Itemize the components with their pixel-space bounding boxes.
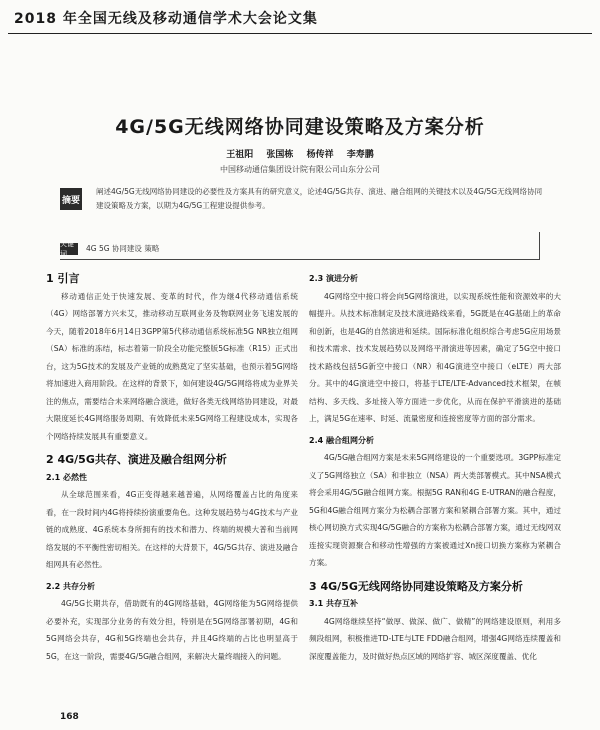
right-column: [309, 270, 561, 665]
section-1-heading: 1 引言: [46, 272, 80, 285]
keywords-text: 4G 5G 协同建设 策略: [86, 244, 160, 253]
section-2-3-paragraph: 4G网络空中接口将会向5G网络演进，以实现系统性能和资源效率的大幅提升。从技术标准制定及技术演进路线来看，5G既是在4G基础上的革命和创新，也是4G的自然演进和延续。国际标准化组织综合考虑5G应用场景和技术需求、技术发展趋势以及网络平滑演进等因素，确定了5G空中接口技术路线包括5G新空中接口（NR）和4G演进空中接口（eLTE）两大部分。其中的4G演进空中接口，将基于LTE/LTE-Advanced技术框架，在帧结构、多天线、多址接入等方面进一步优化，从而在保护平滑演进的基础上，满足5G在速率、时延、流量密度和连接密度等方面的部分需求。: [309, 291, 561, 423]
section-2-4-heading: 2.4 融合组网分析: [309, 435, 374, 445]
section-2-4-paragraph: 4G/5G融合组网方案是未来5G网络建设的一个重要选项。3GPP标准定义了5G网络独立（SA）和非独立（NSA）两大类部署模式。其中NSA模式将会采用4G/5G融合组网方案。根据5G RAN和4G E-UTRAN的融合程度，5G和4G融合组网方案分为松耦合部署方案和紧耦合部署方案。其中，通过核心网切换方式实现4G/5G融合的方案称为松耦合部署方案，通过无线网双连接实现资源聚合和移动性增强的方案被通过Xn接口切换方案称为紧耦合方案。: [309, 453, 561, 567]
paper-title: 4G/5G无线网络协同建设策略及方案分析: [115, 116, 485, 138]
running-header: 2018 年全国无线及移动通信学术大会论文集: [14, 11, 318, 27]
left-column: [46, 270, 298, 665]
section-2-2-paragraph: 4G/5G长期共存，借助既有的4G网络基础，4G网络能为5G网络提供必要补充，实现部分业务的有效分担，特别是在5G网络部署初期，4G和5G网络会共存，4G和5G终端也会共存，并且4G终端的占比也明显高于5G，在这一阶段，需要4G/5G融合组网，来解决大量终端接入的问题。: [46, 599, 298, 661]
page-number: 168: [60, 712, 79, 722]
abstract-label: 摘要: [60, 188, 82, 210]
section-1-paragraph: 移动通信正处于快速发展、变革的时代，作为继4代移动通信系统（4G）网络部署方兴未艾，推动移动互联网业务及物联网业务飞速发展的今天，随着2018年6月14日3GPP第5代移动通信系统标准5G NR独立组网（SA）标准的冻结，标志着第一阶段全功能完整版5G标准（R15）正式出台，这为5G技术的发展及产业链的成熟奠定了坚实基础，也预示着5G网络将加速进入商用阶段。在这样的背景下，如何建设4G/5G网络将成为业界关注的焦点，需要结合未来网络融合演进，做好各类无线网络协同建设，对最大限度延长4G网络服务周期、有效降低未来5G网络工程建设成本，实现各个网络持续发展具有重要意义。: [46, 291, 298, 441]
keywords-rule-tick: [539, 232, 540, 259]
section-3-1-heading: 3.1 共存互补: [309, 599, 358, 608]
section-2-3-heading: 2.3 演进分析: [309, 274, 358, 283]
paper-affiliation: 中国移动通信集团设计院有限公司山东分公司: [220, 165, 380, 174]
section-2-1-heading: 2.1 必然性: [46, 472, 87, 482]
section-3-1-paragraph: 4G网络继续坚持“做厚、做深、做广、做精”的网络建设原则，利用多频段组网，积极推进TD-LTE与LTE FDD融合组网，增强4G网络连续覆盖和深度覆盖能力，及时做好热点区域的网络扩容、城区深度覆盖、优化: [309, 616, 561, 661]
section-2-2-heading: 2.2 共存分析: [46, 581, 95, 591]
paper-authors: 王祖阳 张国栋 杨传祥 李寿鹏: [226, 150, 374, 160]
abstract-text: 阐述4G/5G无线网络协同建设的必要性及方案具有的研究意义，论述4G/5G共存、演进、融合组网的关键技术以及4G/5G无线网络协同建设策略及方案，以期为4G/5G工程建设提供参考。: [96, 187, 543, 210]
keywords-rule: [60, 259, 540, 260]
header-rule: [8, 33, 592, 34]
section-2-1-paragraph: 从全球范围来看，4G正变得越来越普遍，从网络覆盖占比的角度来看，在一段时间内4G将持续扮演重要角色。这种发展趋势与4G技术与产业链的成熟度、4G系统本身所拥有的技术和潜力、终端的规模大普和当前网络发展的不平衡性密切相关。在这样的大背景下，4G/5G共存、演进及融合组网具有必然性。: [46, 490, 298, 569]
section-2-heading: 2 4G/5G共存、演进及融合组网分析: [46, 453, 227, 466]
keywords-label: 关键词: [60, 243, 78, 255]
section-3-heading: 3 4G/5G无线网络协同建设策略及方案分析: [309, 579, 523, 593]
